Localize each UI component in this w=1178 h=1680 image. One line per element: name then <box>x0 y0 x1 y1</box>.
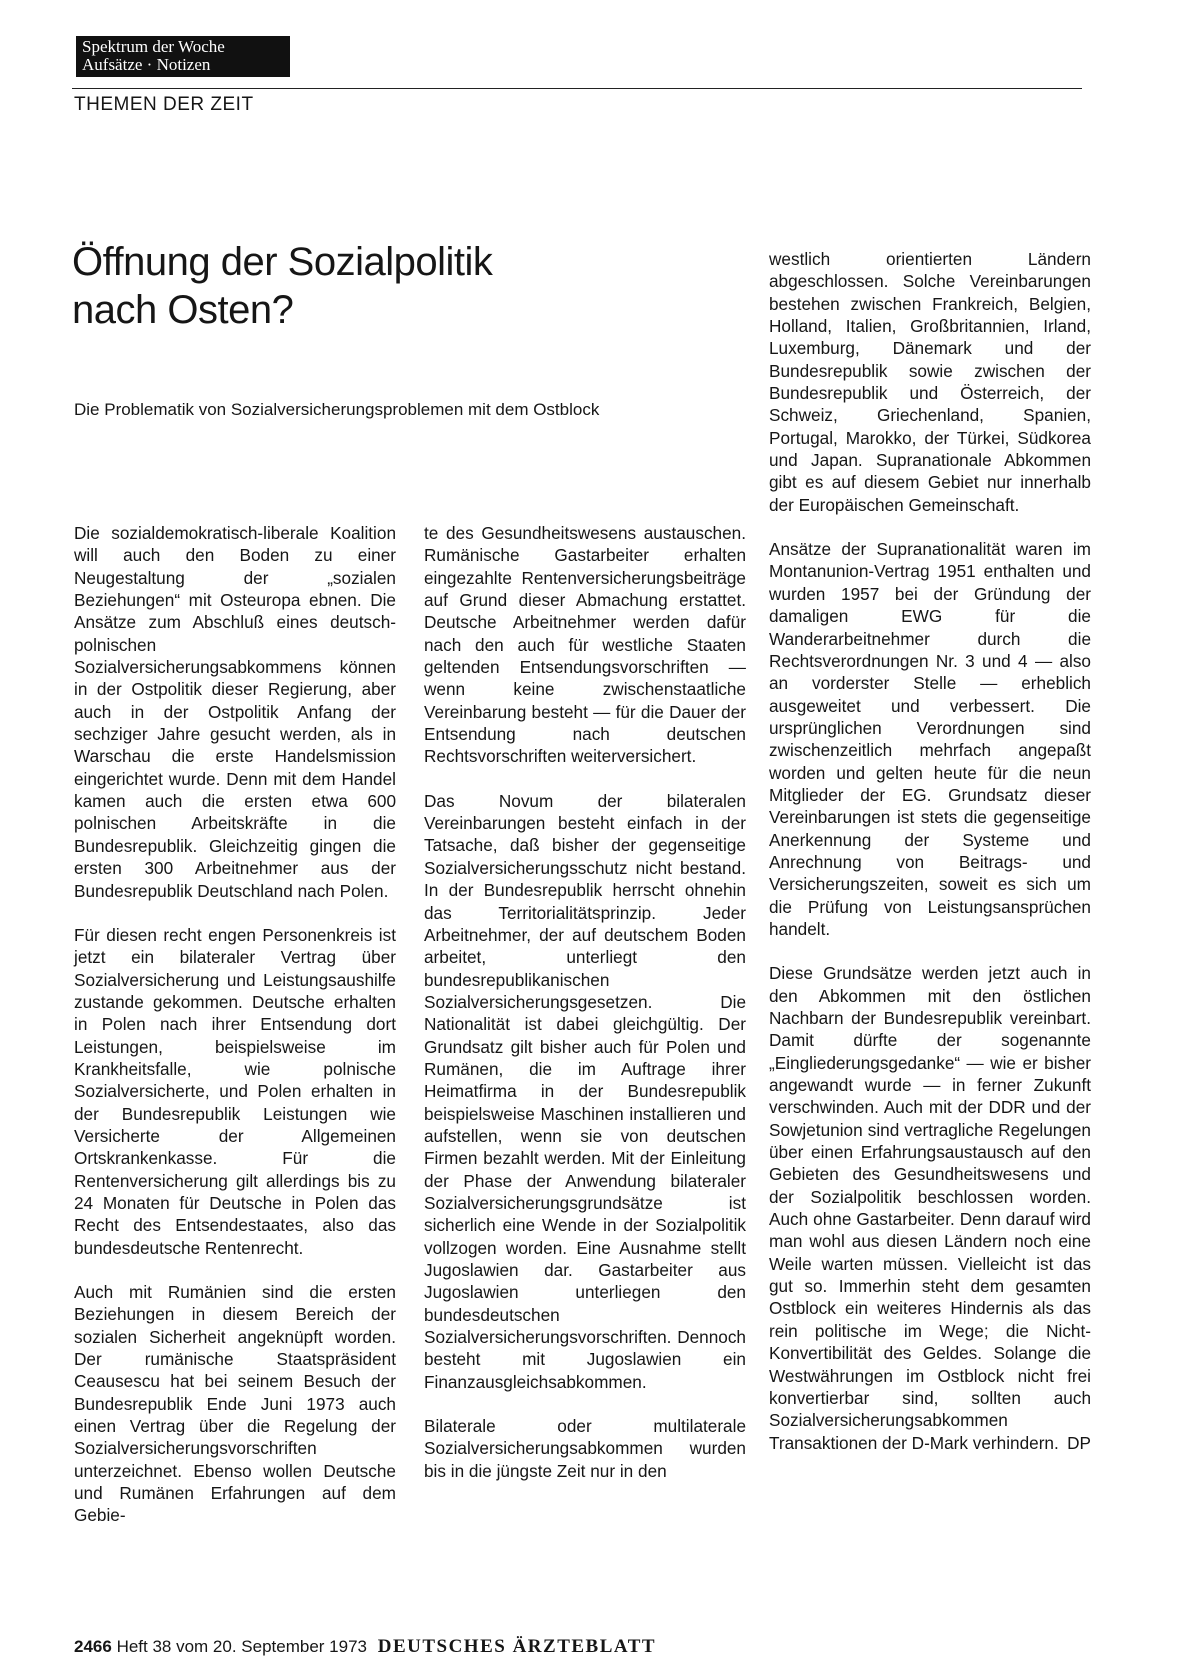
paragraph: Auch mit Rumänien sind die ersten Beziehungen in diesem Bereich der sozialen Sicherheit angeknüpft worden. Der rumänische Staatspräsident Ceausescu hat bei seinem Besuch der Bundesrepublik Ende Juni 1973 auch einen Vertrag über die Regelung der Sozialversicherungsvorschriften unterzeichnet. Ebenso wollen Deutsche und Rumänen Erfahrungen auf dem Gebie- <box>74 1282 396 1526</box>
kicker-line-2: Aufsätze · Notizen <box>82 55 211 74</box>
text-column-1 <box>74 522 396 1527</box>
issue-info: Heft 38 vom 20. September 1973 <box>116 1637 367 1656</box>
title-line-2: nach Osten? <box>72 288 294 332</box>
paragraph: Für diesen recht engen Personenkreis ist jetzt ein bilateraler Vertrag über Sozialversicherung und Leistungsaushilfe zustande gekommen. Deutsche erhalten in Polen nach ihrer Entsendung dort Leistungen, beispielsweise im Krankheitsfalle, wie polnische Sozialversicherte, und Polen erhalten in der Bundesrepublik Leistungen wie Versicherte der Allgemeinen Ortskrankenkasse. Für die Rentenversicherung gilt allerdings bis zu 24 Monaten für Deutsche in Polen das Recht des Entsendestaates, also das bundesdeutsche Rentenrecht. <box>74 924 396 1258</box>
text-column-3 <box>769 248 1091 1454</box>
author-signature: DP <box>1067 1432 1091 1453</box>
paragraph: Ansätze der Supranationalität waren im Montanunion-Vertrag 1951 enthalten und wurden 1957 bei der Gründung der damaligen EWG für die Wanderarbeitnehmer durch die Rechtsverordnungen Nr. 3 und 4 — also an vorderster Stelle — erheblich ausgeweitet und verbessert. Die ursprünglichen Verordnungen sind zwischenzeitlich mehrfach angepaßt worden und gelten heute für die neun Mitglieder der EG. Grundsatz dieser Vereinbarungen ist stets die gegenseitige Anerkennung der Systeme und Anrechnung von Beitrags- und Versicherungszeiten, soweit es sich um die Prüfung von Leistungsansprüchen handelt. <box>769 539 1091 939</box>
article-title <box>72 238 672 334</box>
header-rule <box>72 88 1082 89</box>
kicker-line-1: Spektrum der Woche <box>82 37 225 56</box>
article-subtitle: Die Problematik von Sozialversicherungsproblemen mit dem Ostblock <box>74 400 600 419</box>
title-line-1: Öffnung der Sozialpolitik <box>72 240 493 284</box>
paragraph: westlich orientierten Ländern abgeschlossen. Solche Vereinbarungen bestehen zwischen Frankreich, Belgien, Holland, Italien, Großbritannien, Irland, Luxemburg, Dänemark und der Bundesrepublik sowie zwischen der Bundesrepublik und Österreich, der Schweiz, Griechenland, Spanien, Portugal, Marokko, der Türkei, Südkorea und Japan. Supranationale Abkommen gibt es auf diesem Gebiet nur innerhalb der Europäischen Gemeinschaft. <box>769 249 1091 515</box>
paragraph-last <box>769 962 1091 1454</box>
page-footer <box>74 1636 656 1658</box>
paragraph: Die sozialdemokratisch-liberale Koalition will auch den Boden zu einer Neugestaltung der „sozialen Beziehungen“ mit Osteuropa ebnen. Die Ansätze zum Abschluß eines deutsch-polnischen Sozialversicherungsabkommens können in der Ostpolitik dieser Regierung, aber auch in der Ostpolitik Anfang der sechziger Jahre gesucht werden, als in Warschau die erste Handelsmission eingerichtet wurde. Denn mit dem Handel kamen auch die ersten etwa 600 polnischen Arbeitskräfte in die Bundesrepublik. Gleichzeitig gingen die ersten 300 Arbeitnehmer aus der Bundesrepublik Deutschland nach Polen. <box>74 523 396 901</box>
paragraph: Bilaterale oder multilaterale Sozialversicherungsabkommen wurden bis in die jüngste Zeit nur in den <box>424 1416 746 1481</box>
paragraph-text: Diese Grundsätze werden jetzt auch in den Abkommen mit den östlichen Nachbarn der Bundesrepublik vereinbart. Damit dürfte der sogenannte „Eingliederungsgedanke“ — wie er bisher angewandt wurde — in ferner Zukunft verschwinden. Auch mit der DDR und der Sowjetunion sind vertragliche Regelungen über einen Erfahrungsaustausch auf den Gebieten des Gesundheitswesens und der Sozialpolitik beschlossen worden. Auch ohne Gastarbeiter. Denn darauf wird man wohl aus diesen Ländern noch eine Weile warten müssen. Vielleicht ist das gut so. Immerhin steht dem gesamten Ostblock ein weiteres Hindernis als das rein politische im Wege; die Nicht-Konvertibilität des Geldes. Solange die Westwährungen im Ostblock nicht frei konvertierbar sind, sollten auch Sozialversicherungsabkommen Transaktionen der D-Mark verhindern. <box>769 963 1091 1453</box>
page-number: 2466 <box>74 1637 112 1656</box>
text-column-2 <box>424 522 746 1482</box>
section-label: THEMEN DER ZEIT <box>74 94 254 115</box>
paragraph: te des Gesundheitswesens austauschen. Rumänische Gastarbeiter erhalten eingezahlte Rentenversicherungsbeiträge auf Grund dieser Abmachung erstattet. Deutsche Arbeitnehmer werden dafür nach den auch für westliche Staaten geltenden Entsendungsvorschriften — wenn keine zwischenstaatliche Vereinbarung besteht — für die Dauer der Entsendung nach deutschen Rechtsvorschriften weiterversichert. <box>424 523 746 767</box>
paragraph: Das Novum der bilateralen Vereinbarungen besteht einfach in der Tatsache, daß bisher der gegenseitige Sozialversicherungsschutz nicht bestand. In der Bundesrepublik herrscht ohnehin das Territorialitätsprinzip. Jeder Arbeitnehmer, der auf deutschem Boden arbeitet, unterliegt den bundesrepublikanischen Sozialversicherungsgesetzen. Die Nationalität ist dabei gleichgültig. Der Grundsatz gilt bisher auch für Polen und Rumänen, die im Auftrage ihrer Heimatfirma in der Bundesrepublik beispielsweise Maschinen installieren und aufstellen, wenn sie von deutschen Firmen bezahlt werden. Mit der Einleitung der Phase der Anwendung bilateraler Sozialversicherungsgrundsätze ist sicherlich eine Wende in der Sozialpolitik vollzogen worden. Eine Ausnahme stellt Jugoslawien dar. Gastarbeiter aus Jugoslawien unterliegen den bundesdeutschen Sozialversicherungsvorschriften. Dennoch besteht mit Jugoslawien ein Finanzausgleichsabkommen. <box>424 790 746 1392</box>
masthead: DEUTSCHES ÄRZTEBLATT <box>377 1636 657 1657</box>
section-kicker <box>76 36 290 77</box>
